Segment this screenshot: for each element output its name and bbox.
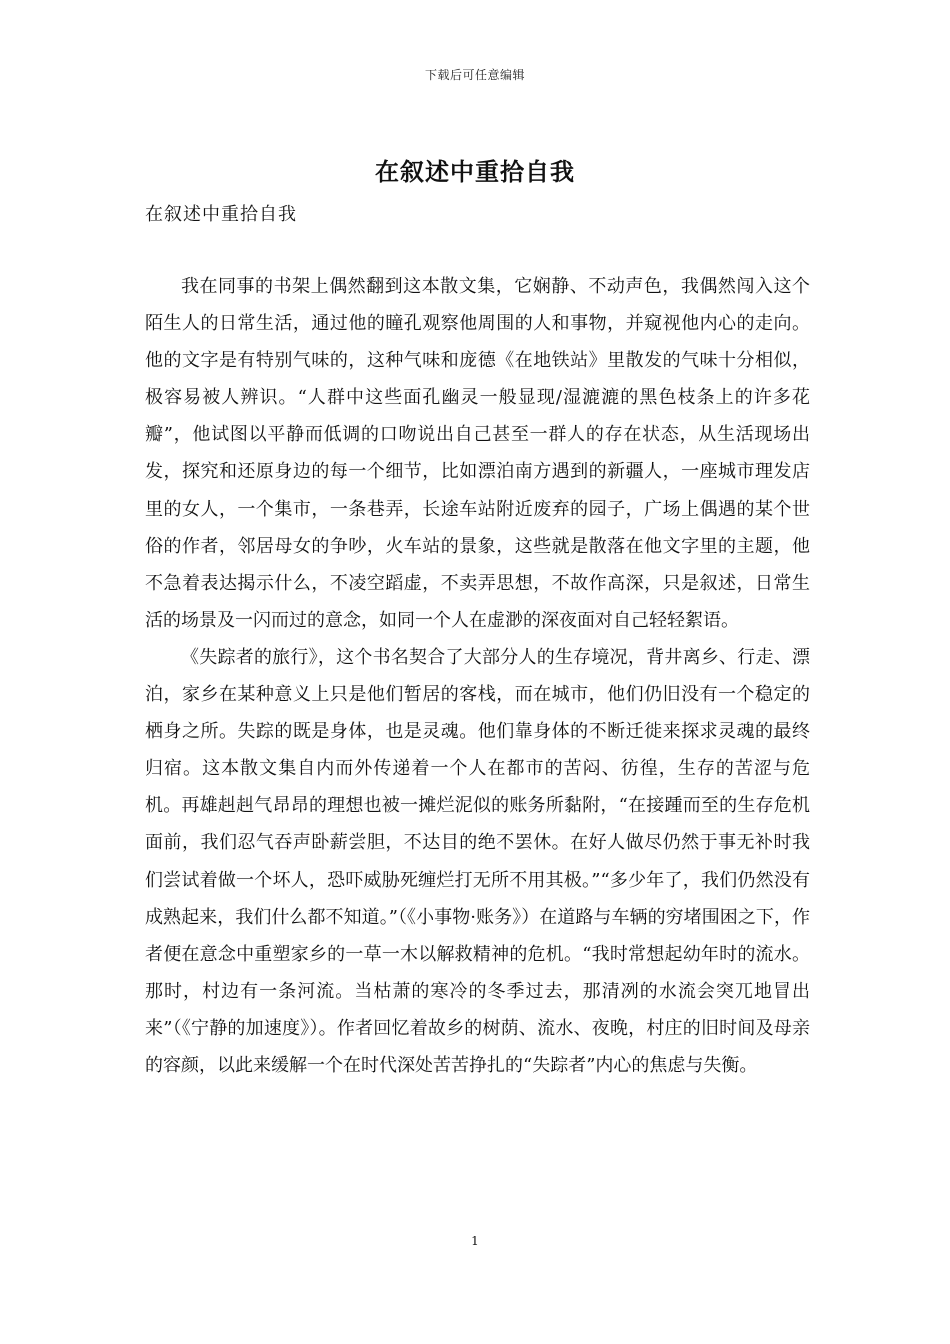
paragraph: 我在同事的书架上偶然翻到这本散文集，它娴静、不动声色，我偶然闯入这个陌生人的日常生活，通过他的瞳孔观察他周围的人和事物，并窥视他内心的走向。他的文字是有特别气味的，这种气味和庞德《在地铁站》里散发的气味十分相似，极容易被人辨识。“人群中这些面孔幽灵一般显现/湿漉漉的黑色枝条上的许多花瓣”，他试图以平静而低调的口吻说出自己甚至一群人的存在状态，从生活现场出发，探究和还原身边的每一个细节，比如漂泊南方遇到的新疆人，一座城市理发店里的女人，一个集市，一条巷弄，长途车站附近废弃的园子，广场上偶遇的某个世俗的作者，邻居母女的争吵，火车站的景象，这些就是散落在他文字里的主题，他不急着表达揭示什么，不凌空蹈虚，不卖弄思想，不故作高深，只是叙述，日常生活的场景及一闪而过的意念，如同一个人在虚渺的深夜面对自己轻轻絮语。	[145, 276, 810, 631]
page-number: 1	[471, 1234, 479, 1248]
document-title: 在叙述中重拾自我	[375, 157, 575, 186]
document-subtitle: 在叙述中重拾自我	[145, 204, 297, 225]
document-body	[145, 268, 810, 1084]
paragraph: 《失踪者的旅行》，这个书名契合了大部分人的生存境况，背井离乡、行走、漂泊，家乡在某种意义上只是他们暂居的客栈，而在城市，他们仍旧没有一个稳定的栖身之所。失踪的既是身体，也是灵魂。他们靠身体的不断迁徙来探求灵魂的最终归宿。这本散文集自内而外传递着一个人在都市的苦闷、彷徨，生存的苦涩与危机。再雄赳赳气昂昂的理想也被一摊烂泥似的账务所黏附，“在接踵而至的生存危机面前，我们忍气吞声卧薪尝胆，不达目的绝不罢休。在好人做尽仍然于事无补时我们尝试着做一个坏人，恐吓威胁死缠烂打无所不用其极。”“多少年了，我们仍然没有成熟起来，我们什么都不知道。”（《小事物·账务》）在道路与车辆的穷堵围困之下，作者便在意念中重塑家乡的一草一木以解救精神的危机。“我时常想起幼年时的流水。那时，村边有一条河流。当枯萧的寒冷的冬季过去，那清冽的水流会突兀地冒出来”（《宁静的加速度》）。作者回忆着故乡的树荫、流水、夜晚，村庄的旧时间及母亲的容颜，以此来缓解一个在时代深处苦苦挣扎的“失踪者”内心的焦虑与失衡。	[145, 646, 810, 1076]
header-note: 下载后可任意编辑	[424, 68, 525, 82]
